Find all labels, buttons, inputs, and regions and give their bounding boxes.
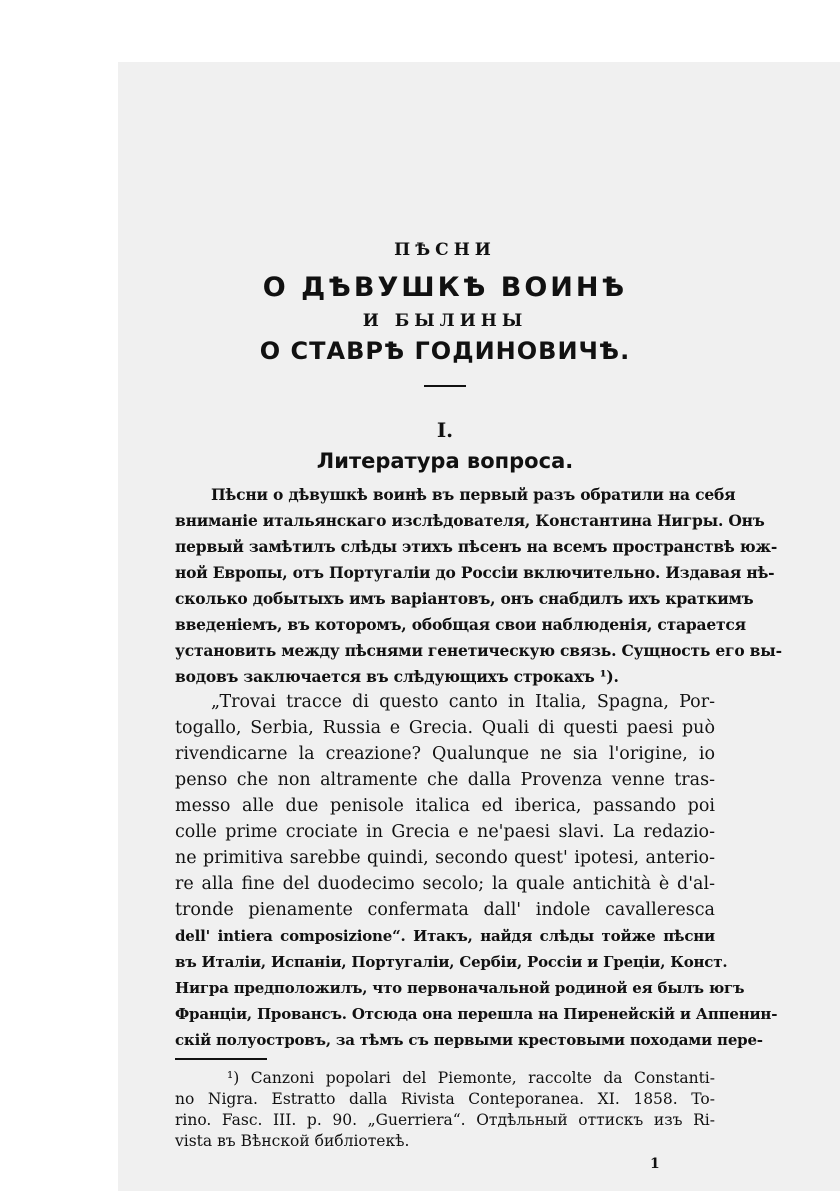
body-line: dell' intiera composizione“. Итакъ, найдя слѣды тойже пѣсни xyxy=(175,927,715,945)
quote-line: rivendicarne la creazione? Qualunque ne sia l'origine, io xyxy=(175,744,715,764)
heading-line-1: ПѢСНИ xyxy=(394,240,496,260)
footnote-divider xyxy=(175,1058,267,1060)
quote-line: messo alle due penisole italica ed iberica, passando poi xyxy=(175,796,715,816)
footnote-line: rino. Fasc. III. p. 90. „Guerriera“. Отдѣльный оттискъ изъ Ri- xyxy=(175,1111,715,1129)
quote-line: togallo, Serbia, Russia e Grecia. Quali di questi paesi può xyxy=(175,718,715,738)
body-line: водовъ заключается въ слѣдующихъ строкахъ ¹). xyxy=(175,667,619,686)
quote-line: „Trovai tracce di questo canto in Italia, Spagna, Por- xyxy=(211,692,715,712)
footnote-line: ¹) Canzoni popolari del Piemonte, raccolte da Constanti- xyxy=(227,1069,715,1087)
title-divider xyxy=(424,385,466,387)
body-line: Франціи, Провансъ. Отсюда она перешла на Пиренейскій и Аппенин- xyxy=(175,1005,778,1023)
footnote-line: vista въ Вѣнской библіотекѣ. xyxy=(175,1132,410,1150)
quote-line: ne primitiva sarebbe quindi, secondo quest' ipotesi, anterio- xyxy=(175,848,715,868)
footnote-line: no Nigra. Estratto dalla Rivista Conteporanea. XI. 1858. To- xyxy=(175,1090,715,1108)
body-line: Пѣсни о дѣвушкѣ воинѣ въ первый разъ обратили на себя xyxy=(211,485,736,504)
body-line: Нигра предположилъ, что первоначальной родиной ея былъ югъ xyxy=(175,979,745,997)
body-line: въ Италіи, Испаніи, Португаліи, Сербіи, Россіи и Греціи, Конст. xyxy=(175,953,728,971)
body-line: вниманіе итальянскаго изслѣдователя, Константина Нигры. Онъ xyxy=(175,511,765,530)
quote-line: colle prime crociate in Grecia e ne'paesi slavi. La redazio- xyxy=(175,822,715,842)
heading-line-4: О СТАВРѢ ГОДИНОВИЧѢ. xyxy=(259,337,631,365)
heading-line-2: О ДѢВУШКѢ ВОИНѢ xyxy=(262,272,628,303)
quote-line: re alla fine del duodecimo secolo; la quale antichità è d'al- xyxy=(175,874,715,894)
body-line: ной Европы, отъ Португаліи до Россіи включительно. Издавая нѣ- xyxy=(175,563,775,582)
body-line: сколько добытыхъ имъ варіантовъ, онъ снабдилъ ихъ краткимъ xyxy=(175,589,754,608)
body-line: введеніемъ, въ которомъ, обобщая свои наблюденія, старается xyxy=(175,615,746,634)
section-number: I. xyxy=(436,418,454,442)
section-title: Литература вопроса. xyxy=(316,449,574,473)
quote-line: tronde pienamente confermata dall' indole cavalleresca xyxy=(175,900,715,920)
quote-line: penso che non altramente che dalla Provenza venne tras- xyxy=(175,770,715,790)
heading-line-3: И БЫЛИНЫ xyxy=(362,311,528,331)
body-line: скій полуостровъ, за тѣмъ съ первыми крестовыми походами пере- xyxy=(175,1031,763,1049)
body-line: первый замѣтилъ слѣды этихъ пѣсенъ на всемъ пространствѣ юж- xyxy=(175,537,778,556)
body-line: установить между пѣснями генетическую связь. Сущность его вы- xyxy=(175,641,782,660)
page-number: 1 xyxy=(650,1156,660,1172)
